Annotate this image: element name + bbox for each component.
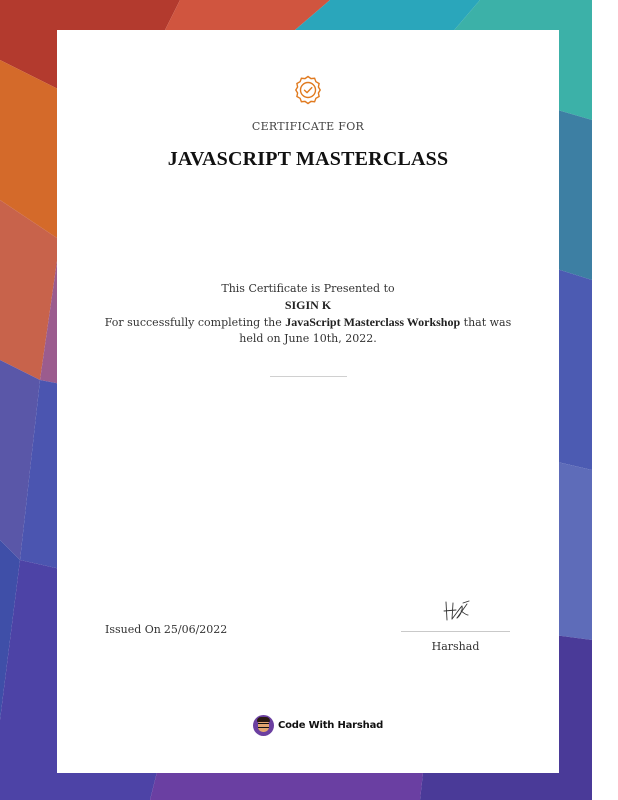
issued-date: 25/06/2022 — [163, 623, 228, 636]
signature-image — [442, 598, 470, 624]
certificate-title: JAVASCRIPT MASTERCLASS — [167, 148, 449, 170]
presented-text: This Certificate is Presented to — [221, 282, 395, 295]
footer-logo — [253, 714, 383, 736]
signature-line — [401, 631, 510, 632]
description-course: JavaScript Masterclass Workshop — [285, 315, 461, 329]
description-suffix: that was held on June 10th, 2022. — [239, 316, 512, 345]
issued-label: Issued On — [105, 623, 161, 636]
certificate-description — [97, 314, 519, 347]
description-prefix: For successfully completing the — [104, 316, 282, 329]
issued-on — [105, 623, 227, 636]
award-badge-icon — [293, 75, 323, 105]
recipient-name: SIGIN K — [284, 298, 332, 312]
certificate-subtitle: CERTIFICATE FOR — [251, 120, 365, 133]
brand-name: Code With Harshad — [278, 719, 384, 731]
avatar-logo — [253, 715, 274, 736]
divider — [270, 376, 347, 377]
certificate-card — [57, 30, 559, 773]
signer-name: Harshad — [431, 640, 480, 653]
